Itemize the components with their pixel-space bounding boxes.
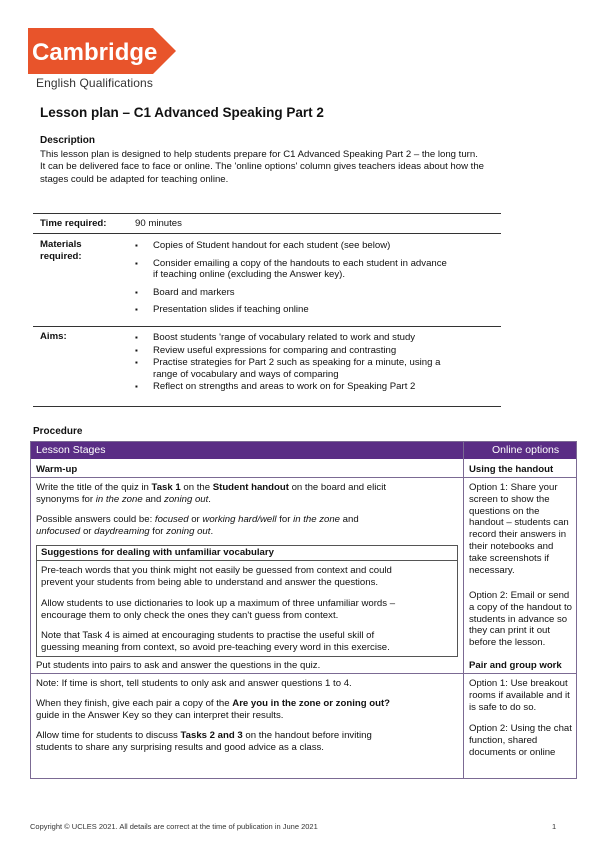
time-value: 90 minutes — [135, 218, 182, 229]
row-divider — [36, 560, 458, 561]
list-item: ▪ Review useful expressions for comparing and contrasting — [135, 345, 440, 357]
online-heading-handout: Using the handout — [469, 464, 554, 475]
pairs-text: Put students into pairs to ask and answer the questions in the quiz. — [36, 660, 321, 671]
materials-label: Materials required: — [40, 239, 82, 262]
logo-subtitle: English Qualifications — [36, 76, 153, 90]
logo-brand: Cambridge — [32, 39, 158, 66]
list-item: ▪ Consider emailing a copy of the handouts to each student in advance if teaching online (excluding the Answer key). — [135, 258, 447, 281]
online-option-1: Option 1: Share your screen to show the questions on the handout – students can record their answers in their notebooks and take screenshots if necessary. — [469, 482, 569, 576]
suggestions-title: Suggestions for dealing with unfamiliar vocabulary — [41, 547, 274, 558]
cambridge-logo — [28, 28, 176, 74]
procedure-heading: Procedure — [33, 426, 83, 437]
aims-label: Aims: — [40, 331, 67, 342]
list-item: ▪ Practise strategies for Part 2 such as speaking for a minute, using a range of vocabulary and ways of comparing — [135, 357, 440, 380]
footer-copyright: Copyright © UCLES 2021. All details are correct at the time of publication in June 2021 — [30, 822, 318, 831]
note-text: Note: If time is short, tell students to only ask and answer questions 1 to 4. — [36, 678, 352, 689]
list-item: ▪ Presentation slides if teaching online — [135, 304, 447, 316]
divider — [33, 213, 501, 214]
list-item: ▪ Reflect on strengths and areas to work on for Speaking Part 2 — [135, 381, 440, 393]
allow-text: Allow time for students to discuss Tasks 2 and 3 on the handout before inviting students to share any surprising results and good advice as a class. — [36, 730, 372, 753]
list-item: ▪ Boost students 'range of vocabulary related to work and study — [135, 332, 440, 344]
suggestion-1: Pre-teach words that you think might not easily be guessed from context and could prevent your students from being able to understand and answer the questions. — [41, 565, 392, 588]
warmup-text-2: Possible answers could be: focused or working hard/well for in the zone and unfocused or daydreaming for zoning out. — [36, 514, 359, 537]
warmup-heading: Warm-up — [36, 464, 78, 475]
row-divider — [463, 477, 577, 478]
list-item: ▪ Copies of Student handout for each student (see below) — [135, 240, 447, 252]
list-item: ▪ Board and markers — [135, 287, 447, 299]
online-option-3: Option 1: Use breakout rooms if available and it is safe to do so. — [469, 678, 570, 713]
suggestion-2: Allow students to use dictionaries to look up a maximum of three unfamiliar words – encourage them to only check the ones they can't guess from context. — [41, 598, 396, 621]
materials-list — [135, 240, 447, 316]
time-label: Time required: — [40, 218, 107, 229]
page-title: Lesson plan – C1 Advanced Speaking Part 2 — [40, 105, 324, 120]
aims-list — [135, 332, 440, 393]
page-number: 1 — [552, 822, 557, 831]
row-divider — [30, 673, 463, 674]
divider — [33, 326, 501, 327]
suggestion-3: Note that Task 4 is aimed at encouraging students to practise the useful skill of guessing meaning from context, so avoid pre-teaching every word in this exercise. — [41, 630, 390, 653]
row-divider — [30, 477, 463, 478]
description-heading: Description — [40, 135, 96, 146]
divider — [33, 406, 501, 407]
warmup-text-1: Write the title of the quiz in Task 1 on the Student handout on the board and elicit synonyms for in the zone and zoning out. — [36, 482, 386, 505]
col-lesson-stages: Lesson Stages — [36, 444, 106, 456]
online-heading-pairs: Pair and group work — [469, 660, 562, 671]
row-divider — [463, 673, 577, 674]
column-divider — [463, 441, 464, 779]
finish-text: When they finish, give each pair a copy of the Are you in the zone or zoning out? guide in the Answer Key so they can interpret their results. — [36, 698, 391, 721]
col-online-options: Online options — [492, 444, 560, 456]
online-option-4: Option 2: Using the chat function, shared documents or online — [469, 723, 572, 758]
description-text: This lesson plan is designed to help students prepare for C1 Advanced Speaking Part 2 – the long turn. It can be delivered face to face or online. The 'online options' column gives teachers ideas about how the stages could be adapted for teaching online. — [40, 149, 485, 185]
divider — [33, 233, 501, 234]
online-option-2: Option 2: Email or send a copy of the handout to students in advance so they can print it out before the lesson. — [469, 590, 572, 649]
